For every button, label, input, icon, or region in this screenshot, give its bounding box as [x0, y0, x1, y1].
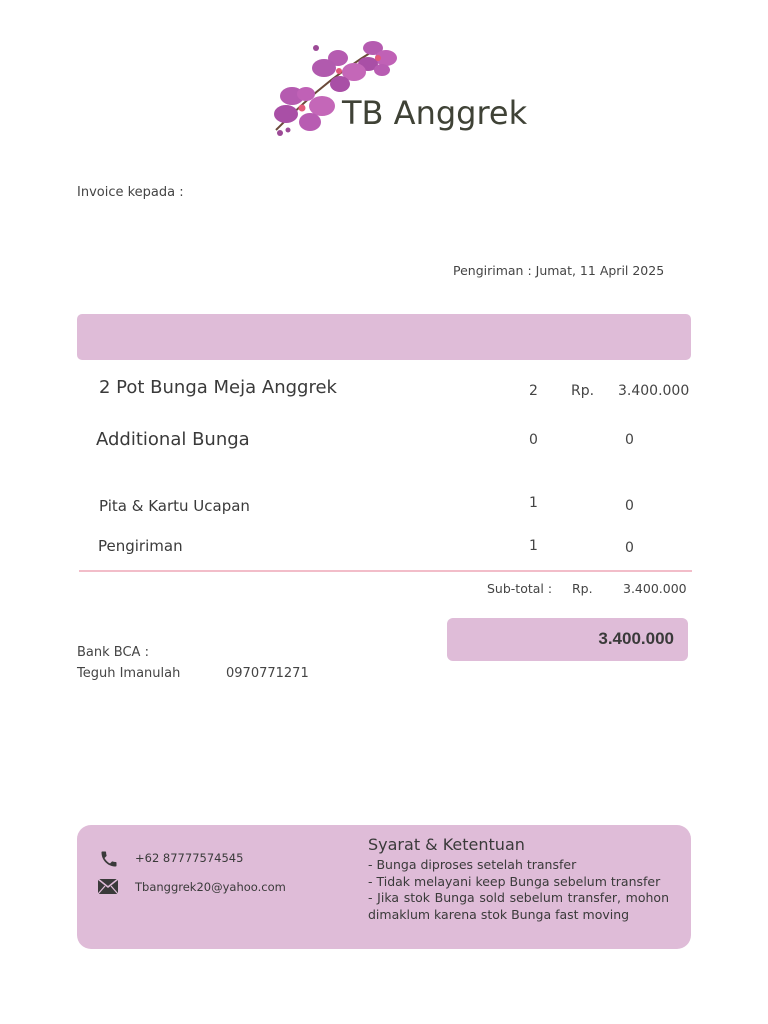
subtotal-label: Sub-total :	[487, 581, 553, 596]
subtotal-currency: Rp.	[572, 581, 593, 596]
divider-rule	[79, 570, 692, 572]
item-name: Additional Bunga	[96, 429, 250, 450]
shipping-date: Pengiriman : Jumat, 11 April 2025	[453, 263, 665, 278]
subtotal-value: 3.400.000	[623, 581, 687, 596]
bank-label: Bank BCA :	[77, 645, 149, 660]
item-price: 3.400.000	[618, 383, 690, 399]
item-name: 2 Pot Bunga Meja Anggrek	[99, 377, 337, 398]
invoice-to-label: Invoice kepada :	[77, 185, 184, 200]
item-qty: 1	[529, 538, 538, 554]
bank-account: 0970771271	[226, 666, 309, 681]
table-header-band	[77, 314, 691, 360]
terms-line: - Tidak melayani keep Bunga sebelum transfer	[368, 873, 661, 889]
brand-name: TB Anggrek	[342, 94, 528, 132]
item-qty: 2	[529, 383, 538, 399]
bank-holder: Teguh Imanulah	[77, 666, 181, 681]
item-name: Pita & Kartu Ucapan	[99, 497, 250, 515]
item-price: 0	[625, 498, 634, 514]
total-value: 3.400.000	[598, 629, 674, 648]
item-currency: Rp.	[571, 383, 595, 399]
mail-icon	[98, 879, 118, 894]
phone-icon	[98, 849, 120, 869]
total-box	[447, 618, 688, 661]
terms-list	[368, 857, 669, 923]
terms-line: - Jika stok Bunga sold sebelum transfer, mohon dimaklum karena stok Bunga fast moving	[368, 890, 669, 922]
item-qty: 0	[529, 432, 538, 448]
terms-title: Syarat & Ketentuan	[368, 835, 525, 854]
contact-phone: +62 87777574545	[135, 851, 244, 865]
item-price: 0	[625, 540, 634, 556]
item-price: 0	[625, 432, 634, 448]
terms-line: - Bunga diproses setelah transfer	[368, 857, 577, 872]
item-name: Pengiriman	[98, 537, 183, 555]
contact-email: Tbanggrek20@yahoo.com	[135, 880, 286, 894]
item-qty: 1	[529, 495, 538, 511]
